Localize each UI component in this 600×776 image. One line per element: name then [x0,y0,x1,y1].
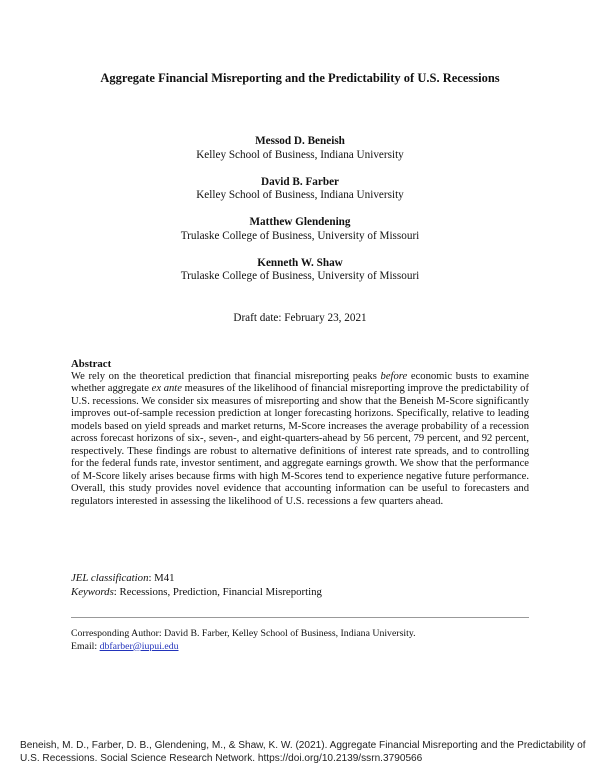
abstract-emphasis: ex ante [151,383,182,394]
footnote-divider [71,617,529,618]
abstract-heading: Abstract [71,358,112,370]
author-affiliation: Trulaske College of Business, University of Missouri [180,229,420,242]
author-block [0,216,600,243]
author-affiliation: Trulaske College of Business, University of Missouri [180,270,420,282]
draft-date: Draft date: February 23, 2021 [233,312,367,324]
jel-classification [71,572,529,586]
email-label: Email: [71,640,100,652]
citation-footer: Beneish, M. D., Farber, D. B., Glendening, M., & Shaw, K. W. (2021). Aggregate Financial Misreporting and the Predictability of U.S. Recessions. Social Science Research Network. https://doi.org/10.2139/ssrn.3790566 [20,740,586,764]
corresponding-author-footnote [71,628,529,653]
jel-value: : M41 [148,572,175,584]
abstract-emphasis: before [380,370,408,382]
email-link[interactable]: dbfarber@iupui.edu [99,640,179,652]
email-line [71,641,529,654]
abstract-text-segment: We rely on the theoretical prediction that financial misreporting peaks [71,370,381,382]
author-affiliation: Kelley School of Business, Indiana University [196,189,404,201]
author-name: Messod D. Beneish [255,135,345,147]
author-affiliation: Kelley School of Business, Indiana University [196,148,404,161]
jel-label: JEL classification [71,572,149,584]
keywords-value: : Recessions, Prediction, Financial Misreporting [113,585,322,598]
keywords-line [71,586,529,600]
keywords-label: Keywords [71,585,114,598]
author-block [0,176,600,203]
abstract-text [71,371,529,509]
author-name: Matthew Glendening [249,216,351,228]
corresponding-author: Corresponding Author: David B. Farber, Kelley School of Business, Indiana University. [71,628,416,639]
author-block [0,257,600,284]
abstract-text-segment: measures of the likelihood of financial misreporting improve the predictability of U.S. recessions. We consider six measures of misreporting and show that the Beneish M-Score significantly improves out-of-sample recession prediction at longer forecasting horizons. Specifically, relative to leading models based on yield spreads and market returns, M-Score increases the average probability of a recession across forecast horizons of six-, seven-, and eight-quarters-ahead by 56 percent, 79 percent, and 92 percent, respectively. These findings are robust to alternative definitions of interest rate spreads, and to controlling for the federal funds rate, investor sentiment, and aggregate earnings growth. We show that the performance of M-Score likely arises because firms with high M-Scores tend to experience negative future performance. Overall, this study provides novel evidence that accounting information can be useful to forecasters and regulators interested in assessing the likelihood of U.S. recessions a few quarters ahead. [71,383,529,507]
author-list [0,135,600,297]
author-name: Kenneth W. Shaw [257,256,343,269]
classification-section [71,572,529,599]
paper-title: Aggregate Financial Misreporting and the Predictability of U.S. Recessions [100,71,500,85]
abstract-section [71,358,529,508]
author-block [0,135,600,162]
author-name: David B. Farber [261,175,339,188]
abstract-text-segment: economic busts to examine whether aggregate [71,370,529,394]
